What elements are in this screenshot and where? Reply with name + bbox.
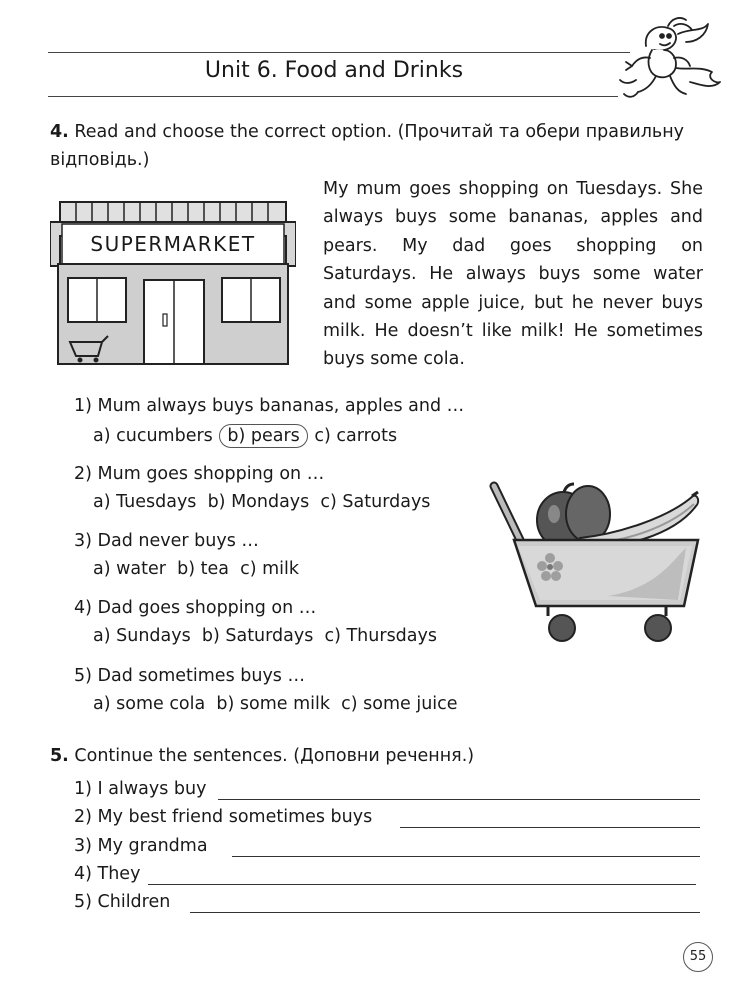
task-5-heading bbox=[50, 742, 710, 770]
option-5a[interactable]: a) some cola bbox=[93, 694, 206, 714]
supermarket-sign-text: SUPERMARKET bbox=[90, 232, 256, 256]
option-2b[interactable]: b) Mondays bbox=[207, 492, 310, 512]
shopping-cart-with-fruit-icon bbox=[488, 478, 708, 648]
supermarket-building-icon bbox=[50, 196, 296, 366]
sentence-5-label: 5) Children bbox=[74, 892, 171, 912]
dragon-mascot-icon bbox=[616, 14, 722, 102]
question-3: 3) Dad never buys … bbox=[74, 531, 259, 551]
sentence-1-answer-line[interactable] bbox=[218, 799, 700, 800]
sentence-2-answer-line[interactable] bbox=[400, 827, 700, 828]
option-3c[interactable]: c) milk bbox=[240, 559, 300, 579]
sentence-1-label: 1) I always buy bbox=[74, 779, 207, 799]
option-1a[interactable]: a) cucumbers bbox=[93, 426, 213, 446]
option-4b[interactable]: b) Saturdays bbox=[201, 626, 314, 646]
option-2a[interactable]: a) Tuesdays bbox=[93, 492, 197, 512]
question-5: 5) Dad sometimes buys … bbox=[74, 666, 305, 686]
task-4-number: 4. bbox=[50, 122, 69, 142]
sentence-5-answer-line[interactable] bbox=[190, 912, 700, 913]
question-2-options bbox=[93, 492, 430, 512]
question-4-options bbox=[93, 626, 437, 646]
question-5-options bbox=[93, 694, 458, 714]
option-3a[interactable]: a) water bbox=[93, 559, 166, 579]
option-1c[interactable]: c) carrots bbox=[314, 426, 398, 446]
task-5-instruction: Continue the sentences. (Доповни речення.) bbox=[74, 746, 475, 766]
sentence-4-answer-line[interactable] bbox=[148, 884, 696, 885]
option-2c[interactable]: c) Saturdays bbox=[320, 492, 431, 512]
page-title: Unit 6. Food and Drinks bbox=[204, 58, 464, 83]
story-paragraph: My mum goes shopping on Tuesdays. She always buys some bananas, apples and pears. My dad goes shopping on Saturdays. He always buys some water and some apple juice, but he never buys milk. He doesn’t like milk! He sometimes buys some cola. bbox=[323, 179, 703, 370]
option-1b-circled[interactable]: b) pears bbox=[219, 424, 307, 448]
option-3b[interactable]: b) tea bbox=[177, 559, 229, 579]
sentence-3-label: 3) My grandma bbox=[74, 836, 208, 856]
option-4a[interactable]: a) Sundays bbox=[93, 626, 191, 646]
option-4c[interactable]: c) Thursdays bbox=[324, 626, 437, 646]
page-number: 55 bbox=[683, 942, 713, 972]
sentence-4-label: 4) They bbox=[74, 864, 141, 884]
task-4-heading bbox=[50, 118, 710, 174]
option-5b[interactable]: b) some milk bbox=[216, 694, 330, 714]
sentence-3-answer-line[interactable] bbox=[232, 856, 700, 857]
header-rule-bottom bbox=[48, 96, 618, 97]
option-5c[interactable]: c) some juice bbox=[341, 694, 458, 714]
task-4-instruction: Read and choose the correct option. (Прочитай та обери правильну відповідь.) bbox=[50, 122, 685, 170]
question-3-options bbox=[93, 559, 299, 579]
header-rule-top bbox=[48, 52, 630, 53]
question-1: 1) Mum always buys bananas, apples and … bbox=[74, 396, 465, 416]
question-4: 4) Dad goes shopping on … bbox=[74, 598, 317, 618]
question-2: 2) Mum goes shopping on … bbox=[74, 464, 325, 484]
sentence-2-label: 2) My best friend sometimes buys bbox=[74, 807, 373, 827]
task-5-number: 5. bbox=[50, 746, 69, 766]
question-1-options bbox=[93, 424, 397, 448]
